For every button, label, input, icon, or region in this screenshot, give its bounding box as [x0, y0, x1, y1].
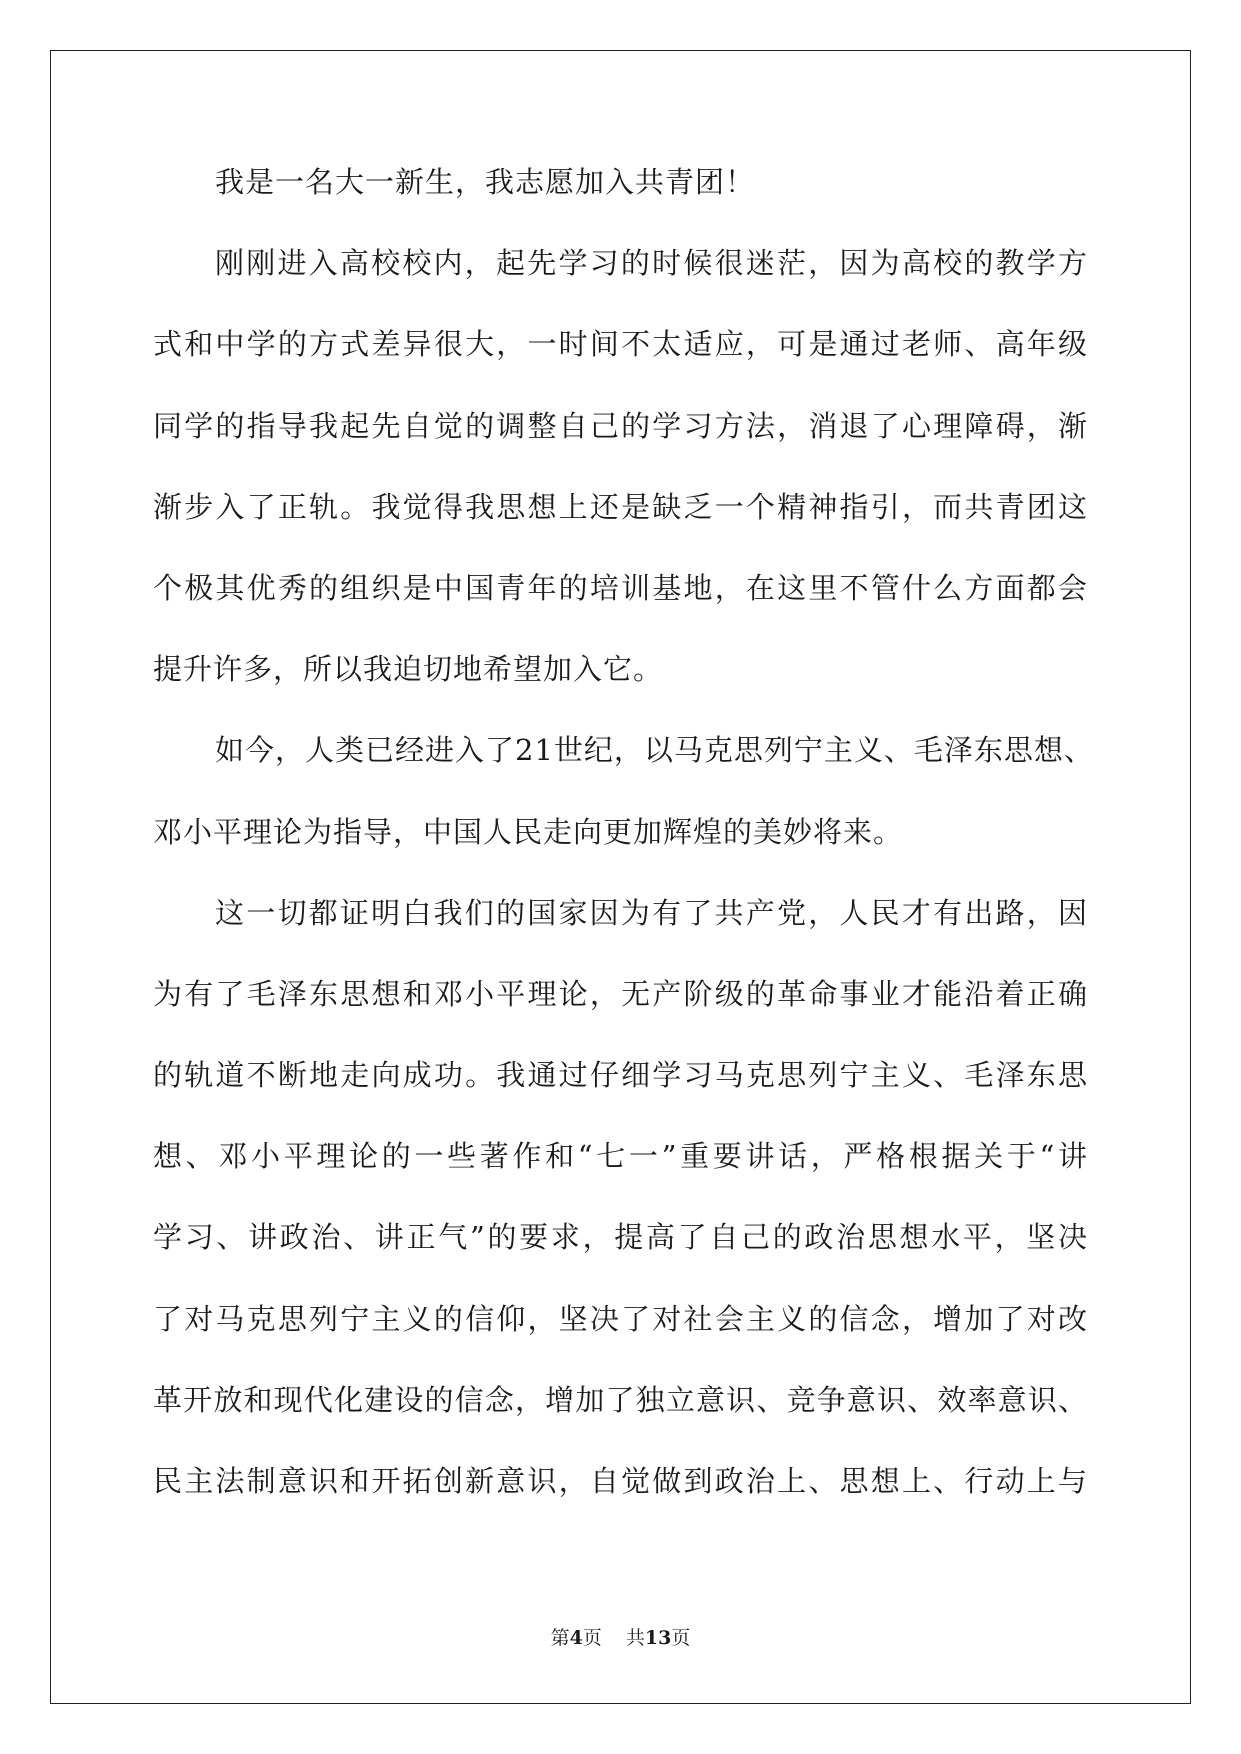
text-line: 我是一名大一新生，我志愿加入共青团！	[215, 165, 756, 199]
page-number: 4	[569, 1627, 583, 1649]
text-line: 学习、讲政治、讲正气”的要求，提高了自己的政治思想水平，坚决	[153, 1220, 1088, 1255]
text-line: 为有了毛泽东思想和邓小平理论，无产阶级的革命事业才能沿着正确	[153, 976, 1088, 1011]
text-line: 渐步入了正轨。我觉得我思想上还是缺乏一个精神指引，而共青团这	[153, 489, 1088, 524]
text-line: 同学的指导我起先自觉的调整自己的学习方法，消退了心理障碍，渐	[153, 408, 1088, 443]
text-line: 个极其优秀的组织是中国青年的培训基地，在这里不管什么方面都会	[153, 570, 1088, 605]
text-line: 的轨道不断地走向成功。我通过仔细学习马克思列宁主义、毛泽东思	[153, 1058, 1088, 1093]
document-body	[153, 162, 1094, 1542]
page-footer	[0, 1626, 1241, 1650]
total-prefix: 共	[625, 1627, 645, 1649]
text-line: 了对马克思列宁主义的信仰，坚决了对社会主义的信念，增加了对改	[153, 1301, 1088, 1336]
text-line: 式和中学的方式差异很大，一时间不太适应，可是通过老师、高年级	[153, 327, 1088, 362]
text-line: 这一切都证明白我们的国家因为有了共产党，人民才有出路，因	[215, 895, 1088, 930]
text-line: 提升许多，所以我迫切地希望加入它。	[153, 652, 664, 687]
page-suffix: 页	[582, 1627, 602, 1649]
total-pages: 13	[644, 1627, 672, 1649]
total-suffix: 页	[671, 1627, 691, 1649]
text-line: 刚刚进入高校校内，起先学习的时候很迷茫，因为高校的教学方	[215, 246, 1088, 281]
text-line: 革开放和现代化建设的信念，增加了独立意识、竞争意识、效率意识、	[153, 1382, 1088, 1417]
text-line: 民主法制意识和开拓创新意识，自觉做到政治上、思想上、行动上与	[153, 1464, 1088, 1498]
text-line: 如今，人类已经进入了21世纪，以马克思列宁主义、毛泽东思想、	[215, 733, 1094, 768]
text-line: 想、邓小平理论的一些著作和“七一”重要讲话，严格根据关于“讲	[153, 1139, 1088, 1174]
text-line: 邓小平理论为指导，中国人民走向更加辉煌的美妙将来。	[153, 814, 904, 849]
page-prefix: 第	[550, 1627, 570, 1649]
